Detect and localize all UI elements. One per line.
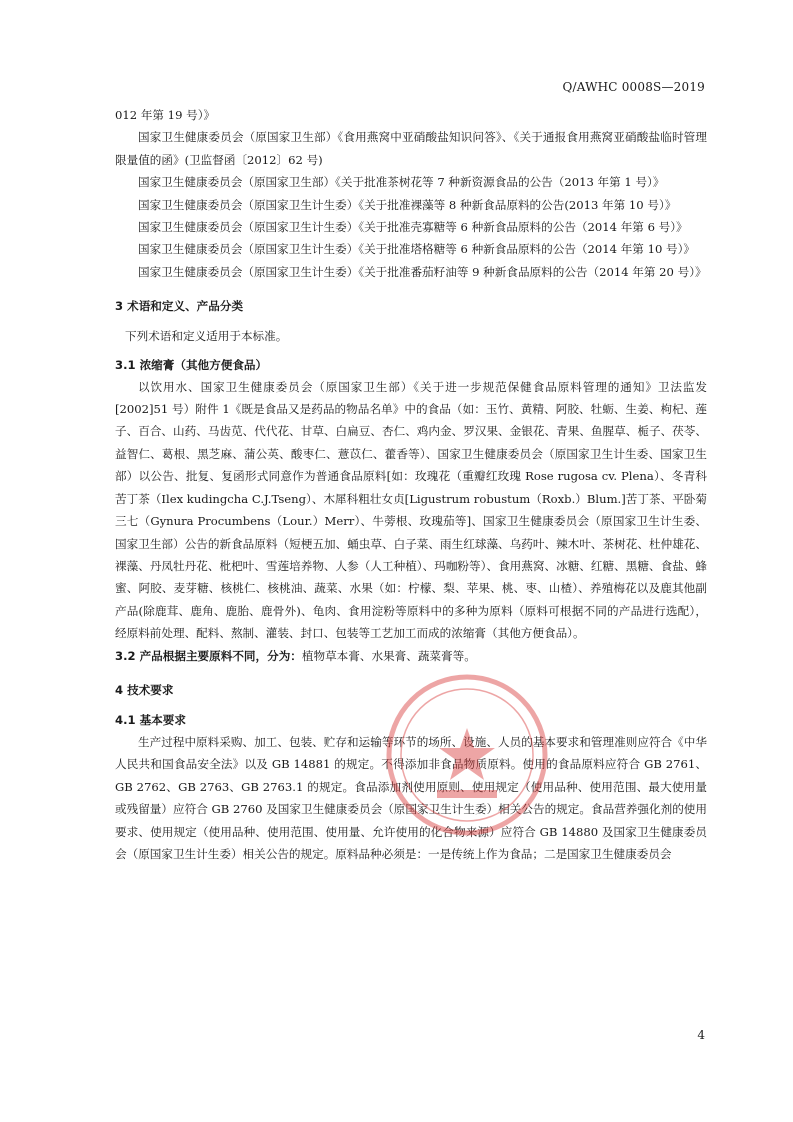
reference-continuation: 012 年第 19 号）》 (115, 108, 216, 122)
section-3-1-heading: 3.1 浓缩膏（其他方便食品） (115, 357, 268, 372)
document-body (115, 104, 707, 865)
standard-code-header: Q/AWHC 0008S—2019 (562, 80, 705, 94)
section-3-intro: 下列术语和定义适用于本标准。 (125, 329, 288, 344)
section-3-2-heading: 3.2 产品根据主要原料不同，分为： (115, 648, 302, 663)
section-4-1-heading: 4.1 基本要求 (115, 712, 186, 727)
reference-item: 国家卫生健康委员会（原国家卫生计生委）《关于批准塔格糖等 6 种新食品原料的公告（2014 年第 10 号）》 (138, 242, 695, 257)
section-4-1-body: 生产过程中原料采购、加工、包装、贮存和运输等环节的场所、设施、人员的基本要求和管理准则应符合《中华人民共和国食品安全法》以及 GB 14881 的规定。不得添加非食品物质原料。使用的食品原料应符合 GB 2761、GB 2762、GB 2763、GB 2763.1 的规定。食品添加剂使用原则、使用规定（使用品种、使用范围、最大使用量或残留量）应符合 GB 2760 及国家卫生健康委员会（原国家卫生计生委）相关公告的规定。食品营养强化剂的使用要求、使用规定（使用品种、使用范围、使用量、允许使用的化合物来源）应符合 GB 14880 及国家卫生健康委员会（原国家卫生计生委）相关公告的规定。原料品种必须是：一是传统上作为食品；二是国家卫生健康委员会 (115, 734, 707, 861)
section-3-1-body: 以饮用水、国家卫生健康委员会（原国家卫生部）《关于进一步规范保健食品原料管理的通知》卫法监发[2002]51 号）附件 1《既是食品又是药品的物品名单》中的食品（如：玉竹、黄精、阿胶、牡蛎、生姜、枸杞、莲子、百合、山药、马齿苋、代代花、甘草、白扁豆、杏仁、鸡内金、罗汉果、金银花、青果、鱼腥草、栀子、茯苓、益智仁、葛根、黑芝麻、蒲公英、酸枣仁、薏苡仁、藿香等）、国家卫生健康委员会（原国家卫生计生委、国家卫生部）以公告、批复、复函形式同意作为普通食品原料[如：玫瑰花（重瓣红玫瑰 Rose rugosa cv. Plena）、冬青科苦丁茶（Ilex kudingcha C.J.Tseng）、木犀科粗壮女贞[Ligustrum robustum（Roxb.）Blum.]苦丁茶、平卧菊三七（Gynura Procumbens（Lour.）Merr）、牛蒡根、玫瑰茄等]、国家卫生健康委员会（原国家卫生计生委、国家卫生部）公告的新食品原料（短梗五加、蛹虫草、白子菜、雨生红球藻、乌药叶、辣木叶、茶树花、杜仲雄花、裸藻、丹凤牡丹花、枇杷叶、雪莲培养物、人参（人工种植）、玛咖粉等）、食用燕窝、冰糖、红糖、黑糖、食盐、蜂蜜、阿胶、麦芽糖、核桃仁、核桃油、蔬菜、水果（如：柠檬、梨、苹果、桃、枣、山楂）、养殖梅花以及鹿其他副产品(除鹿茸、鹿角、鹿胎、鹿骨外)、龟肉、食用淀粉等原料中的多种为原料（原料可根据不同的产品进行选配），经原料前处理、配料、熬制、灌装、封口、包装等工艺加工而成的浓缩膏（其他方便食品）。 (115, 379, 707, 641)
section-3-2-paragraph (115, 645, 707, 667)
section-3-2-body: 植物草本膏、水果膏、蔬菜膏等。 (301, 648, 476, 663)
section-4-heading: 4 技术要求 (115, 682, 174, 697)
reference-item: 国家卫生健康委员会（原国家卫生计生委）《关于批准壳寡糖等 6 种新食品原料的公告（2014 年第 6 号）》 (138, 220, 688, 235)
reference-item: 国家卫生健康委员会（原国家卫生计生委）《关于批准裸藻等 8 种新食品原料的公告(2013 年第 10 号）》 (138, 197, 677, 212)
page-number: 4 (697, 1028, 705, 1042)
reference-item: 国家卫生健康委员会（原国家卫生计生委）《关于批准番茄籽油等 9 种新食品原料的公告（2014 年第 20 号）》 (138, 264, 707, 279)
section-3-heading: 3 术语和定义、产品分类 (115, 299, 244, 314)
reference-item: 国家卫生健康委员会（原国家卫生部）《食用燕窝中亚硝酸盐知识问答》、《关于通报食用燕窝亚硝酸盐临时管理限量值的函》(卫监督函〔2012〕62 号) (115, 130, 707, 167)
reference-item: 国家卫生健康委员会（原国家卫生部）《关于批准茶树花等 7 种新资源食品的公告（2013 年第 1 号）》 (138, 175, 665, 190)
